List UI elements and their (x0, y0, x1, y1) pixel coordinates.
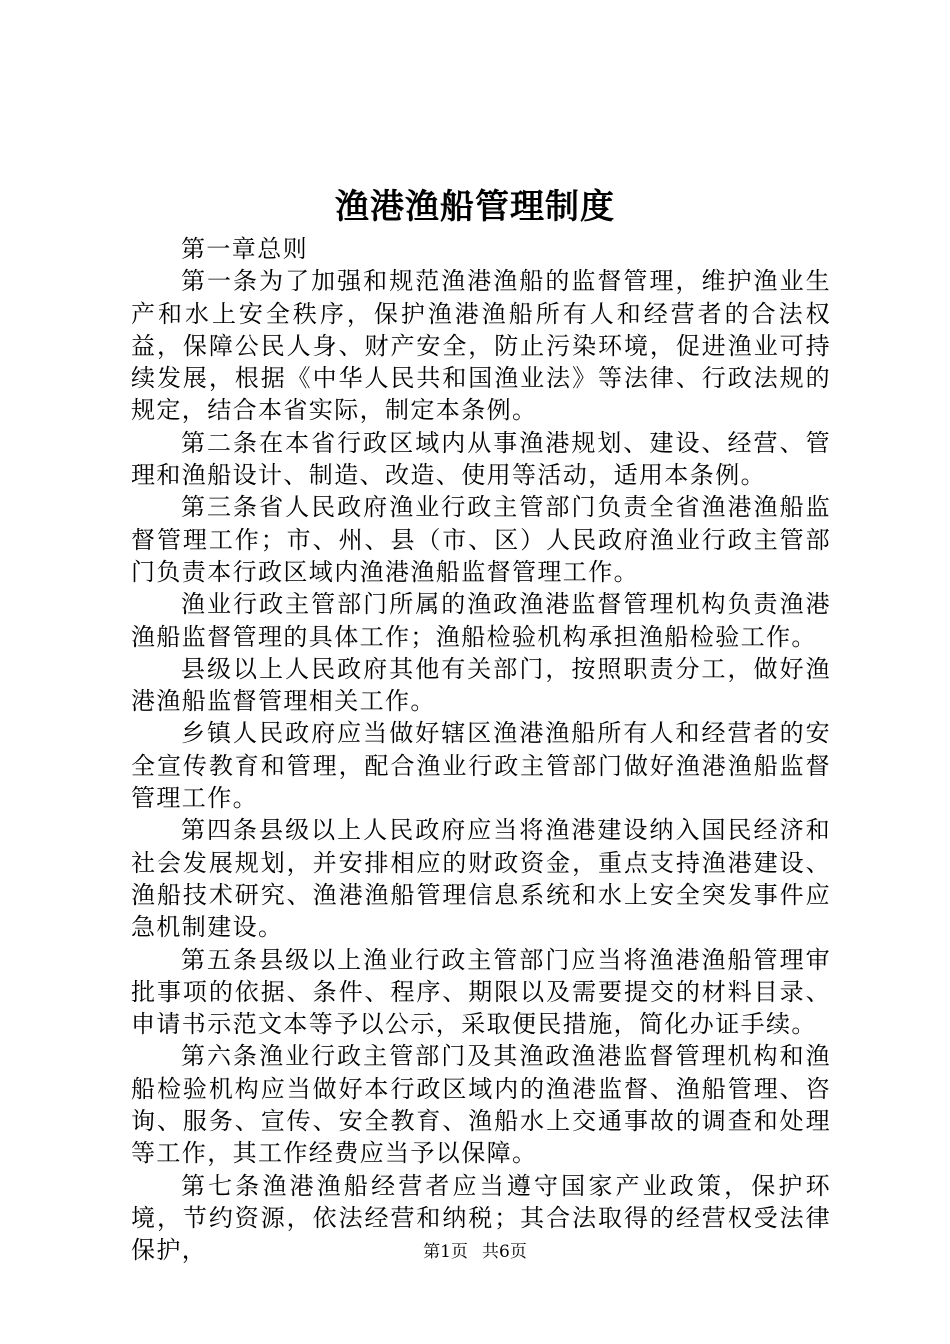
document-title: 渔港渔船管理制度 (335, 187, 615, 227)
document-body (131, 233, 831, 1267)
page-footer (0, 1240, 950, 1264)
paragraph-article-3-clause-3: 县级以上人民政府其他有关部门，按照职责分工，做好渔港渔船监督管理相关工作。 (131, 654, 831, 716)
paragraph-article-1: 第一条为了加强和规范渔港渔船的监督管理，维护渔业生产和水上安全秩序，保护渔港渔船所有人和经营者的合法权益，保障公民人身、财产安全，防止污染环境，促进渔业可持续发展，根据《中华人民共和国渔业法》等法律、行政法规的规定，结合本省实际，制定本条例。 (131, 267, 831, 425)
paragraph-article-2: 第二条在本省行政区域内从事渔港规划、建设、经营、管理和渔船设计、制造、改造、使用等活动，适用本条例。 (131, 428, 831, 490)
paragraph-article-3-clause-2: 渔业行政主管部门所属的渔政渔港监督管理机构负责渔港渔船监督管理的具体工作；渔船检验机构承担渔船检验工作。 (131, 590, 831, 651)
paragraph-article-3: 第三条省人民政府渔业行政主管部门负责全省渔港渔船监督管理工作；市、州、县（市、区）人民政府渔业行政主管部门负责本行政区域内渔港渔船监督管理工作。 (131, 493, 831, 586)
paragraph-article-7: 第七条渔港渔船经营者应当遵守国家产业政策，保护环境，节约资源，依法经营和纳税；其合法取得的经营权受法律保护， (131, 1171, 831, 1265)
page-number-current: 第1页 (423, 1242, 468, 1262)
paragraph-article-3-clause-4: 乡镇人民政府应当做好辖区渔港渔船所有人和经营者的安全宣传教育和管理，配合渔业行政主管部门做好渔港渔船监督管理工作。 (131, 719, 831, 813)
paragraph-article-6: 第六条渔业行政主管部门及其渔政渔港监督管理机构和渔船检验机构应当做好本行政区域内的渔港监督、渔船管理、咨询、服务、宣传、安全教育、渔船水上交通事故的调查和处理等工作，其工作经费应当予以保障。 (131, 1042, 831, 1168)
paragraph-article-4: 第四条县级以上人民政府应当将渔港建设纳入国民经济和社会发展规划，并安排相应的财政资金，重点支持渔港建设、渔船技术研究、渔港渔船管理信息系统和水上安全突发事件应急机制建设。 (131, 816, 831, 942)
page-number-total: 共6页 (482, 1242, 527, 1262)
paragraph-article-5: 第五条县级以上渔业行政主管部门应当将渔港渔船管理审批事项的依据、条件、程序、期限以及需要提交的材料目录、申请书示范文本等予以公示，采取便民措施，简化办证手续。 (131, 945, 831, 1039)
paragraph-chapter-heading: 第一章总则 (181, 235, 308, 263)
